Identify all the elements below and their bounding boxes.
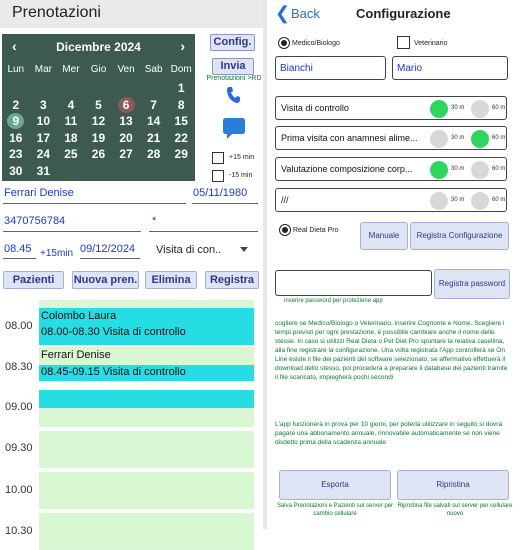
calendar-day-label xyxy=(35,80,52,96)
visit-row[interactable] xyxy=(275,157,507,181)
calendar-day-label: 20 xyxy=(119,130,133,145)
visit-name[interactable]: /// xyxy=(281,195,289,205)
duration-30-label: 30 m xyxy=(451,197,465,203)
configuration-header xyxy=(267,0,530,28)
calendar-weekday: Lun xyxy=(7,64,25,75)
calendar-day-label: 27 xyxy=(119,147,133,162)
bookings-screen xyxy=(0,0,263,537)
restore-button[interactable]: Ripristina xyxy=(397,470,509,500)
calendar-empty-cell xyxy=(2,80,30,97)
real-dieta-pro-label: Real Dieta Pro xyxy=(293,227,339,234)
config-button[interactable]: Config. xyxy=(210,34,255,51)
visit-type-value: Visita di con.. xyxy=(156,244,222,256)
calendar-day-label: 1 xyxy=(177,81,185,96)
calendar-day-label: 3 xyxy=(40,97,47,112)
calendar-day[interactable] xyxy=(85,113,113,130)
calendar-day-label xyxy=(145,80,162,96)
calendar-day-label: 21 xyxy=(146,130,161,145)
chevron-down-icon xyxy=(240,247,248,252)
calendar-day[interactable] xyxy=(112,130,140,147)
chevron-left-icon[interactable]: ❮ xyxy=(275,3,291,23)
chevron-left-icon[interactable]: ‹ xyxy=(12,38,17,54)
calendar-day[interactable] xyxy=(112,97,140,114)
calendar-day-label xyxy=(118,80,135,96)
duration-30-toggle[interactable] xyxy=(430,100,448,118)
calendar-day-label: 23 xyxy=(9,147,23,162)
calendar-day-label: 29 xyxy=(174,147,188,162)
export-button[interactable]: Esporta xyxy=(279,470,391,500)
calendar-day-label: 30 xyxy=(9,163,23,178)
calendar-day-label: 17 xyxy=(36,130,51,145)
calendar-day[interactable] xyxy=(2,163,30,180)
calendar-day-label xyxy=(145,163,162,179)
calendar-day-label: 5 xyxy=(95,97,102,112)
duration-60-toggle[interactable] xyxy=(471,161,489,179)
calendar-day-label: 8 xyxy=(177,97,185,112)
calendar-day-label xyxy=(173,163,190,179)
calendar-day-label: 13 xyxy=(119,114,133,129)
phone-icon[interactable] xyxy=(226,86,240,104)
minus-15-checkbox[interactable] xyxy=(212,170,224,182)
underline xyxy=(80,258,140,259)
underline xyxy=(3,231,141,232)
visit-type-select[interactable] xyxy=(150,239,258,261)
medico-radio[interactable] xyxy=(278,37,290,49)
calendar-day-label: 9 xyxy=(7,113,24,129)
calendar-day-label xyxy=(7,80,24,96)
underline xyxy=(192,203,258,204)
instructions-text: cogliere se Medico/Biologo o Veterinario, inserire Cognome e Nome. Scegliere i tempi previsti per ogni prestazione, è possibile cambiare anche il nome delle stesse. In caso si utilizzi Real Dieta o Pet Diet Pro spuntare la relativa casellina, alla fine registrare la configurazione. Una volta registrata l'App controllerà se On Line esiste il file dei pazienti del software selezionato, se affermativo effettuerà il download dello stesso, poi procederà a preparare il database dei pazienti tramite il file scaricato, impiegherà pochi secondi xyxy=(275,320,508,381)
calendar-day-label: 19 xyxy=(91,130,106,145)
duration-60-label: 60 m xyxy=(492,197,506,203)
calendar-day-label: 11 xyxy=(64,114,78,129)
visit-name[interactable]: Visita di controllo xyxy=(281,103,349,113)
calendar-day-label: 31 xyxy=(36,163,51,178)
calendar-day-label: 14 xyxy=(146,114,161,129)
calendar-day[interactable] xyxy=(112,146,140,163)
slot-time: 08.30 xyxy=(5,361,33,373)
real-dieta-pro-radio[interactable] xyxy=(279,224,291,236)
calendar-empty-cell xyxy=(112,163,140,180)
calendar-day-label: 6 xyxy=(118,97,135,113)
calendar-day[interactable] xyxy=(140,130,168,147)
restore-note: Ripristina file salvati sul server per cellulare nuovo xyxy=(397,503,513,517)
calendar-day[interactable] xyxy=(85,146,113,163)
calendar-day[interactable] xyxy=(112,113,140,130)
slot-time: 10.00 xyxy=(5,484,33,496)
calendar-empty-cell xyxy=(85,80,113,97)
date-field[interactable]: 09/12/2024 xyxy=(80,243,136,255)
calendar-day-label: 2 xyxy=(12,97,20,112)
trial-info-text: L'app funzionerà in prova per 10 giorni, per poterla utilizzare in seguito si dovrà pagare una abbonamento annuale, rinnovabile automaticamente se non viene disdetto prima della scadenza annuale xyxy=(275,421,503,446)
duration-60-toggle[interactable] xyxy=(471,192,489,210)
calendar-days xyxy=(2,80,195,180)
appointment-item[interactable] xyxy=(39,390,254,408)
name-field[interactable] xyxy=(392,56,508,80)
underline xyxy=(3,203,186,204)
schedule xyxy=(0,298,263,537)
calendar-day-label: 12 xyxy=(91,114,106,129)
password-field[interactable] xyxy=(275,270,432,296)
schedule-slot[interactable] xyxy=(39,431,254,468)
calendar-day-label: 15 xyxy=(174,114,188,129)
calendar-day[interactable] xyxy=(167,113,195,130)
calendar-day-label: 22 xyxy=(174,130,188,145)
patient-name-field[interactable]: Ferrari Denise xyxy=(4,187,74,199)
calendar-day[interactable] xyxy=(140,113,168,130)
duration-30-toggle[interactable] xyxy=(430,192,448,210)
calendar-weekday: Mer xyxy=(62,64,80,75)
chat-icon[interactable] xyxy=(222,116,246,142)
delete-button[interactable]: Elimina xyxy=(145,271,197,289)
calendar-day[interactable] xyxy=(57,97,85,114)
calendar-day-label: 16 xyxy=(9,130,23,145)
calendar-day-label xyxy=(62,163,79,179)
bookings-header xyxy=(0,0,263,28)
visit-name[interactable]: Prima visita con anamnesi alime... xyxy=(281,133,418,143)
calendar-day-label: 4 xyxy=(67,97,75,112)
page-title: Prenotazioni xyxy=(12,4,101,21)
visit-name[interactable]: Valutazione composizione corp... xyxy=(281,164,413,174)
calendar-day[interactable] xyxy=(30,163,58,180)
surname-value: Bianchi xyxy=(280,63,313,74)
new-booking-button[interactable]: Nuova pren. xyxy=(72,271,139,289)
patient-dob-field[interactable]: 05/11/1980 xyxy=(193,187,248,199)
duration-30-toggle[interactable] xyxy=(430,161,448,179)
calendar-day-label: 26 xyxy=(91,147,106,162)
duration-60-toggle[interactable] xyxy=(471,130,489,148)
chevron-right-icon[interactable]: › xyxy=(180,38,185,54)
save-button[interactable]: Registra xyxy=(205,271,259,289)
duration-60-label: 60 m xyxy=(492,166,506,172)
slot-time: 09.00 xyxy=(5,401,33,413)
rd-label: Prenotazioni >RD xyxy=(206,75,262,82)
calendar-day[interactable] xyxy=(2,113,30,130)
calendar-month-label: Dicembre 2024 xyxy=(56,40,141,54)
calendar-empty-cell xyxy=(112,80,140,97)
appointment-detail: 08.45-09.15 Visita di controllo xyxy=(41,366,186,378)
calendar-day[interactable] xyxy=(2,146,30,163)
calendar-day-label: 25 xyxy=(64,147,78,162)
calendar-weekday: Gio xyxy=(90,64,107,75)
plus-15-label: +15 min xyxy=(229,154,255,161)
calendar-day[interactable] xyxy=(57,130,85,147)
calendar-weekday: Mar xyxy=(34,64,52,75)
page-title: Configurazione xyxy=(356,6,451,21)
veterinario-label: Veterinario xyxy=(414,40,448,47)
calendar-day[interactable] xyxy=(85,97,113,114)
plus-15-indicator: +15min xyxy=(40,248,74,259)
visit-row[interactable] xyxy=(275,188,507,212)
calendar-empty-cell xyxy=(167,163,195,180)
calendar-weekday: Dom xyxy=(170,64,192,75)
calendar-day-label xyxy=(118,163,135,179)
calendar-day[interactable] xyxy=(30,97,58,114)
plus-15-checkbox[interactable] xyxy=(212,152,224,164)
calendar-day[interactable] xyxy=(167,130,195,147)
veterinario-checkbox[interactable] xyxy=(397,36,410,49)
calendar-weekday: Ven xyxy=(117,64,135,75)
calendar-day-label xyxy=(62,80,79,96)
duration-30-label: 30 m xyxy=(451,166,465,172)
calendar-day[interactable] xyxy=(30,130,58,147)
calendar-day-label: 10 xyxy=(36,114,51,129)
calendar-empty-cell xyxy=(140,163,168,180)
slot-time: 10.30 xyxy=(5,525,33,537)
underline xyxy=(149,231,258,232)
time-field[interactable]: 08.45 xyxy=(4,243,32,255)
back-button[interactable]: Back xyxy=(291,6,320,21)
calendar-day-label: 18 xyxy=(64,130,78,145)
calendar-weekday: Sab xyxy=(144,64,163,75)
calendar-day-label: 7 xyxy=(150,97,157,112)
password-hint: inserire password per protezione app xyxy=(284,298,383,304)
manual-button[interactable]: Manuale xyxy=(360,222,408,250)
calendar-day[interactable] xyxy=(167,97,195,114)
calendar-day[interactable] xyxy=(85,130,113,147)
duration-30-label: 30 m xyxy=(451,135,465,141)
appointment-patient: Ferrari Denise xyxy=(41,349,111,361)
calendar-day-label xyxy=(90,163,107,179)
calendar-day[interactable] xyxy=(57,113,85,130)
calendar-empty-cell xyxy=(140,80,168,97)
schedule-slot[interactable] xyxy=(39,472,254,509)
calendar-weekdays xyxy=(2,64,195,78)
export-note: Salva Prenotazioni e Pazienti sul server per cambio cellulare xyxy=(276,503,394,517)
underline xyxy=(3,258,36,259)
patient-phone-field[interactable]: 3470756784 xyxy=(4,215,66,227)
duration-60-label: 60 m xyxy=(492,135,506,141)
calendar-day[interactable] xyxy=(2,97,30,114)
schedule-slot[interactable] xyxy=(39,300,254,308)
appointment-item[interactable] xyxy=(39,365,254,381)
calendar-day[interactable] xyxy=(140,146,168,163)
configuration-screen xyxy=(267,0,530,529)
save-password-button[interactable]: Registra password xyxy=(434,269,510,299)
medico-label: Medico/Biologo xyxy=(292,40,340,47)
calendar-day[interactable] xyxy=(57,146,85,163)
patients-button[interactable]: Pazienti xyxy=(3,271,64,289)
calendar-day-label: 28 xyxy=(146,147,161,162)
calendar-day-label: 24 xyxy=(36,147,51,162)
calendar-day[interactable] xyxy=(30,146,58,163)
duration-30-label: 30 m xyxy=(451,105,465,111)
calendar-empty-cell xyxy=(85,163,113,180)
appointment-item[interactable] xyxy=(39,308,254,345)
calendar-day-label xyxy=(90,80,107,96)
appointment-detail: 08.00-08.30 Visita di controllo xyxy=(41,326,186,338)
calendar-empty-cell xyxy=(30,80,58,97)
name-value: Mario xyxy=(397,63,423,74)
calendar-day[interactable] xyxy=(30,113,58,130)
calendar xyxy=(2,34,195,181)
duration-60-toggle[interactable] xyxy=(471,100,489,118)
appointment-item[interactable] xyxy=(39,347,254,365)
calendar-day[interactable] xyxy=(167,80,195,97)
visit-row[interactable] xyxy=(275,126,507,150)
calendar-header xyxy=(2,38,195,56)
visit-row[interactable] xyxy=(275,96,507,120)
surname-field[interactable] xyxy=(275,56,386,80)
save-configuration-button[interactable]: Registra Configurazione xyxy=(410,222,509,250)
calendar-empty-cell xyxy=(57,163,85,180)
schedule-slot[interactable] xyxy=(39,513,254,550)
send-button[interactable]: Invia xyxy=(212,58,254,75)
calendar-day[interactable] xyxy=(140,97,168,114)
duration-60-label: 60 m xyxy=(492,105,506,111)
calendar-empty-cell xyxy=(57,80,85,97)
appointment-patient: Colombo Laura xyxy=(41,310,117,322)
calendar-day[interactable] xyxy=(2,130,30,147)
calendar-day[interactable] xyxy=(167,146,195,163)
email-field[interactable]: * xyxy=(152,215,157,227)
slot-time: 09.30 xyxy=(5,442,33,454)
minus-15-label: -15 min xyxy=(229,172,253,179)
duration-30-toggle[interactable] xyxy=(430,130,448,148)
slot-time: 08.00 xyxy=(5,320,33,332)
